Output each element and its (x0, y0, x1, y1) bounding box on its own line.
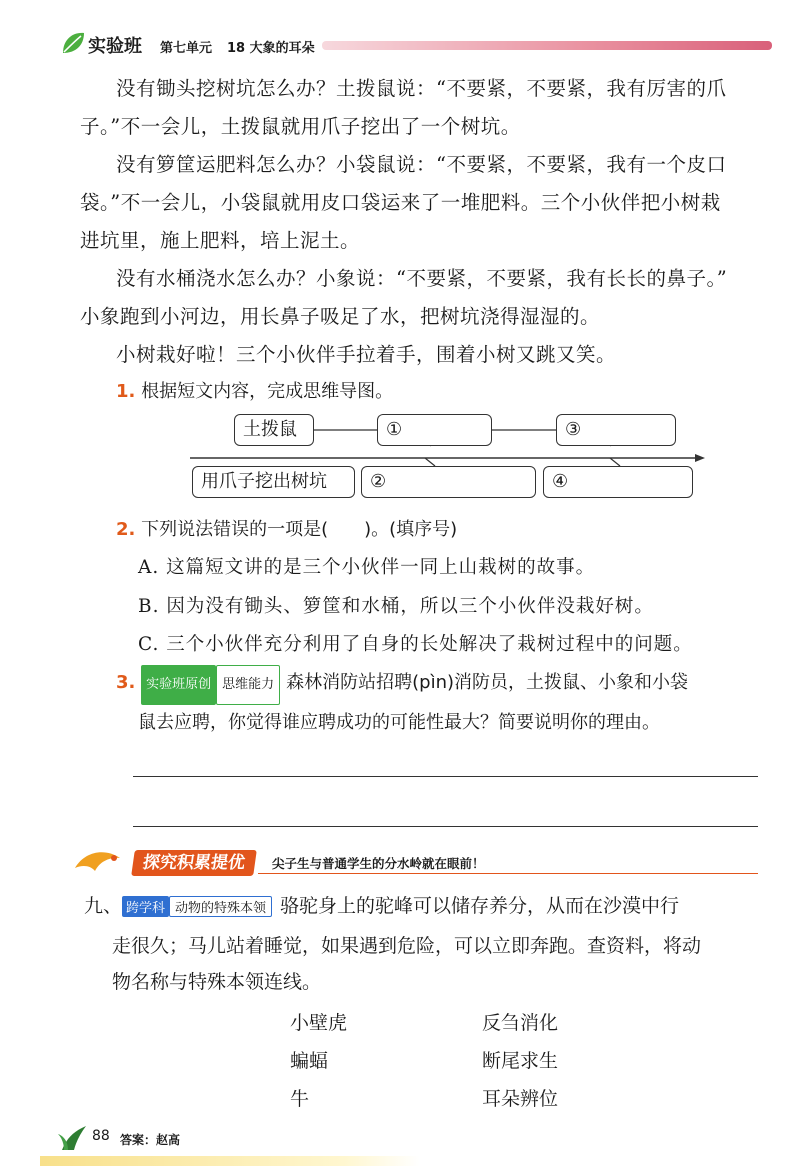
tag-topic: 动物的特殊本领 (169, 896, 272, 917)
question-2 (116, 515, 457, 541)
option-b[interactable]: B. 因为没有锄头、箩筐和水桶，所以三个小伙伴没栽好树。 (138, 596, 654, 617)
mindmap-box-blank[interactable]: ④ (543, 466, 693, 498)
tag-original: 实验班原创 (141, 665, 216, 705)
page-number: 88 (92, 1128, 110, 1144)
passage-line: 没有水桶浇水怎么办？小象说：“不要紧，不要紧，我有长长的鼻子。” (116, 267, 728, 290)
ability-item[interactable]: 反刍消化 (482, 1012, 559, 1034)
question-number: 1. (116, 381, 136, 402)
question-number: 3. (116, 672, 136, 693)
question-text: 走很久；马儿站着睡觉，如果遇到危险，可以立即奔跑。查资料，将动 (112, 935, 702, 957)
passage-line: 没有箩筐运肥料怎么办？小袋鼠说：“不要紧，不要紧，我有一个皮口 (116, 153, 727, 176)
answer-line[interactable] (133, 826, 758, 827)
passage-line: 小树栽好啦！三个小伙伴手拉着手，围着小树又跳又笑。 (116, 343, 617, 366)
ability-item[interactable]: 断尾求生 (482, 1050, 559, 1072)
tag-skill: 思维能力 (216, 665, 280, 705)
answer-line[interactable] (133, 776, 758, 777)
footer-answer: 答案：赵高 (120, 1133, 181, 1147)
animal-item[interactable]: 牛 (290, 1088, 310, 1110)
mindmap-box: 用爪子挖出树坑 (192, 466, 355, 498)
question-9 (84, 891, 764, 918)
question-1 (116, 377, 393, 403)
mindmap-box-blank[interactable]: ③ (556, 414, 676, 446)
question-text: 物名称与特殊本领连线。 (112, 971, 322, 993)
passage (80, 70, 760, 374)
leaf-icon (60, 30, 86, 56)
header-decor-bar (322, 41, 772, 50)
passage-line: 袋。”不一会儿，小袋鼠就用皮口袋运来了一堆肥料。三个小伙伴把小树栽 (80, 191, 721, 214)
mindmap-box-blank[interactable]: ② (361, 466, 536, 498)
mindmap-box-blank[interactable]: ① (377, 414, 492, 446)
header-unit: 第七单元 (160, 41, 213, 56)
tag-cross-subject: 跨学科 (122, 896, 169, 917)
section-title: 探究积累提优 (131, 850, 257, 876)
passage-line: 子。”不一会儿，土拨鼠就用爪子挖出了一个树坑。 (80, 115, 521, 138)
passage-line: 进坑里，施上肥料，培上泥土。 (80, 229, 361, 252)
question-text: 骆驼身上的驼峰可以储存养分，从而在沙漠中行 (280, 895, 680, 917)
animal-item[interactable]: 小壁虎 (290, 1012, 348, 1034)
plant-icon (58, 1122, 90, 1152)
header-lesson: 18 大象的耳朵 (227, 41, 315, 56)
passage-line: 没有锄头挖树坑怎么办？土拨鼠说：“不要紧，不要紧，我有厉害的爪 (116, 77, 727, 100)
mindmap-box: 土拨鼠 (234, 414, 314, 446)
question-text: 根据短文内容，完成思维导图。 (141, 381, 394, 402)
bird-icon (70, 843, 130, 883)
header-brand: 实验班 (88, 36, 142, 57)
option-c[interactable]: C. 三个小伙伴充分利用了自身的长处解决了栽树过程中的问题。 (138, 634, 693, 655)
question-text: 鼠去应聘，你觉得谁应聘成功的可能性最大？简要说明你的理由。 (138, 712, 660, 733)
question-3 (116, 664, 766, 705)
ability-item[interactable]: 耳朵辨位 (482, 1088, 559, 1110)
section-subtitle: 尖子生与普通学生的分水岭就在眼前！ (272, 856, 485, 871)
section-underline (258, 873, 758, 874)
question-number: 2. (116, 519, 136, 540)
footer-decor-bar (40, 1156, 420, 1166)
option-a[interactable]: A. 这篇短文讲的是三个小伙伴一同上山栽树的故事。 (138, 557, 596, 578)
question-number: 九、 (84, 895, 123, 917)
passage-line: 小象跑到小河边，用长鼻子吸足了水，把树坑浇得湿湿的。 (80, 305, 601, 328)
animal-item[interactable]: 蝙蝠 (290, 1050, 329, 1072)
question-text: 森林消防站招聘(pìn)消防员，土拨鼠、小象和小袋 (286, 672, 689, 693)
question-text: 下列说法错误的一项是( )。(填序号) (141, 519, 458, 540)
